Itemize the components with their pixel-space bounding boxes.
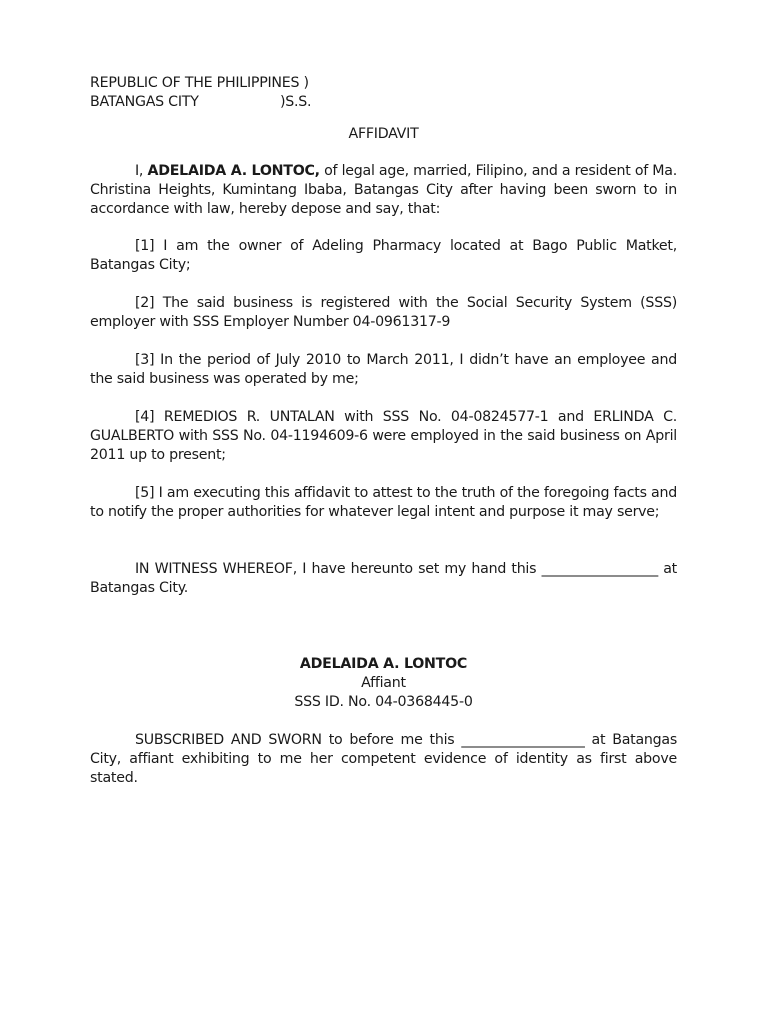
paragraph-3: [3] In the period of July 2010 to March 2011, I didn’t have an employee and the said business was operated by me; (90, 352, 677, 387)
caption-ss: )S.S. (280, 94, 312, 110)
document-title: AFFIDAVIT (348, 126, 419, 142)
intro-paragraph (90, 162, 677, 219)
paragraph-4: [4] REMEDIOS R. UNTALAN with SSS No. 04-0824577-1 and ERLINDA C. GUALBERTO with SSS No. 04-1194609-6 were employed in the said business on April 2011 up to present; (90, 409, 677, 463)
signatory-name: ADELAIDA A. LONTOC (299, 656, 468, 672)
paragraph-2: [2] The said business is registered with the Social Security System (SSS) employer with SSS Employer Number 04-0961317-9 (90, 295, 677, 330)
paragraph-1: [1] I am the owner of Adeling Pharmacy located at Bago Public Matket, Batangas City; (90, 238, 677, 273)
paragraph-5: [5] I am executing this affidavit to attest to the truth of the foregoing facts and to notify the proper authorities for whatever legal intent and purpose it may serve; (90, 485, 677, 520)
caption-city-row (90, 93, 677, 112)
caption-city: BATANGAS CITY (90, 94, 199, 110)
jurat-clause: SUBSCRIBED AND SWORN to before me this __________________ at Batangas City, affiant exhibiting to me her competent evidence of identity as first above stated. (90, 732, 677, 786)
case-caption (90, 74, 677, 112)
intro-prefix: I, (135, 163, 148, 179)
caption-republic: REPUBLIC OF THE PHILIPPINES ) (90, 75, 309, 91)
witness-clause: IN WITNESS WHEREOF, I have hereunto set my hand this _________________ at Batangas City. (90, 561, 677, 596)
affidavit-document (90, 74, 677, 788)
signature-block (90, 655, 677, 712)
signatory-id: SSS ID. No. 04-0368445-0 (294, 694, 473, 710)
intro-text: of legal age, married, Filipino, and a resident of Ma. Christina Heights, Kumintang Ibaba, Batangas City after having been sworn to in accordance with law, hereby depose and say, that: (90, 163, 677, 217)
signatory-role: Affiant (361, 675, 406, 691)
affiant-name: ADELAIDA A. LONTOC, (147, 163, 320, 179)
